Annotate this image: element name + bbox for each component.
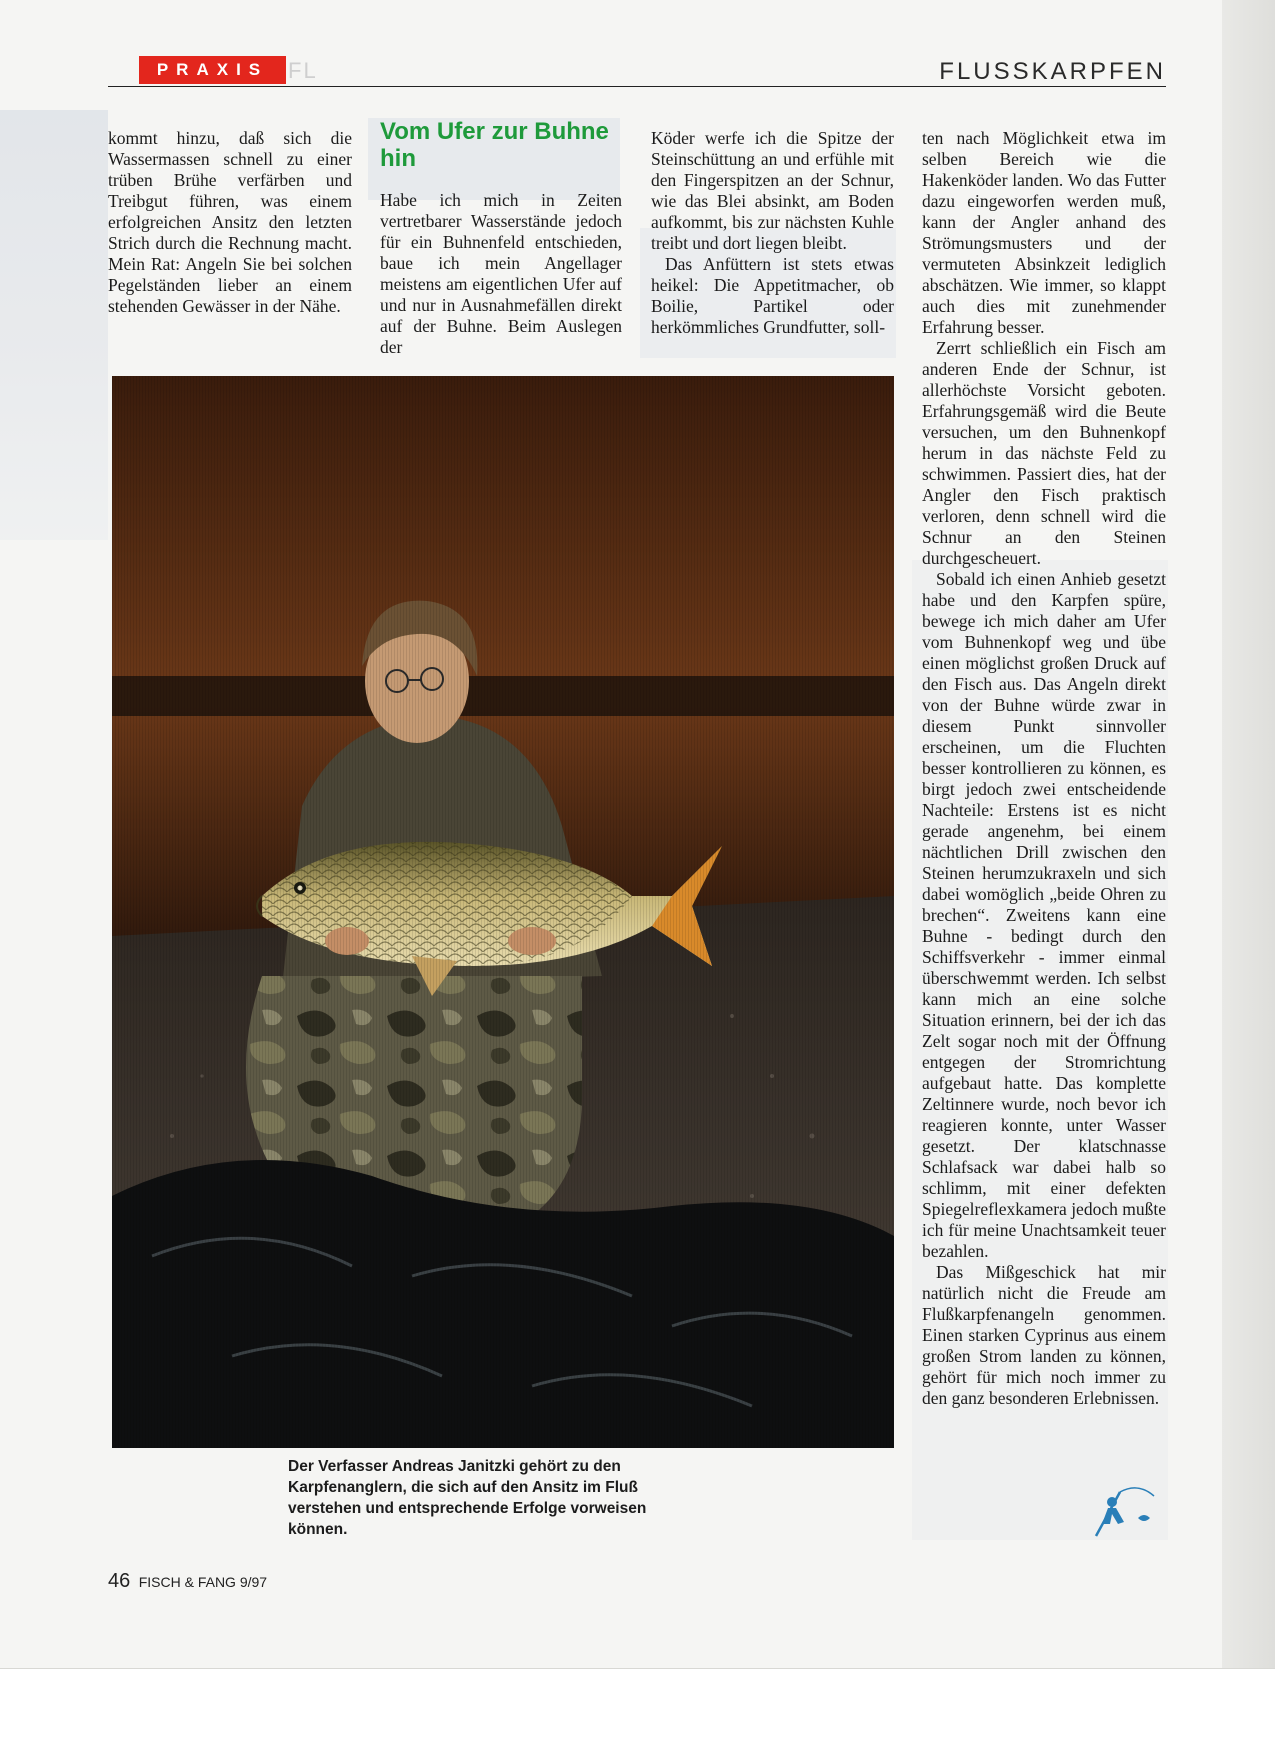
article-column-1 [108,128,352,317]
photo-caption: Der Verfasser Andreas Janitzki gehört zu den Karpfenanglern, die sich auf den Ansitz im Fluß verstehen und entsprechende Erfolge vorweisen können. [288,1458,647,1538]
rubric-ghost-text: FL [288,58,318,83]
article-photo [112,376,894,1448]
paragraph: Köder werfe ich die Spitze der Steinschüttung an und erfühle mit den Fingerspitzen an der Schnur, wie das Blei absinkt, am Boden aufkommt, bis zur nächsten Kuhle treibt und dort liegen bleibt. [651,128,894,253]
paragraph: ten nach Möglichkeit etwa im selben Bereich wie die Hakenköder landen. Wo das Futter dazu eingeworfen werden muß, kann der Angler anhand des Strömungsmusters und der vermuteten Absinkzeit lediglich abschätzen. Wie immer, so klappt auch dies mit zunehmender Erfahrung besser. [922,128,1166,337]
page-bottom-margin [0,1668,1275,1755]
photo-illustration [112,376,894,1448]
article-subhead: Vom Ufer zur Buhne hin [380,118,609,172]
page-footer [108,1570,267,1593]
article-column-4 [922,128,1166,1409]
page-number: 46 [108,1570,131,1592]
paragraph: kommt hinzu, daß sich die Wassermassen schnell zu einer trüben Brühe verfärben und Treibgut führen, was einem erfolgreichen Ansitz den letzten Strich durch die Rechnung macht. Mein Rat: Angeln Sie bei solchen Pegelständen lieber an einem stehenden Gewässer in der Nähe. [108,128,352,316]
angler-icon [1090,1478,1160,1538]
rubric-label: PRAXIS [139,56,286,84]
page-edge-shadow [1222,0,1275,1754]
paragraph: Sobald ich einen Anhieb gesetzt habe und den Karpfen spüre, bewege ich mich daher am Ufer vom Buhnenkopf weg und übe einen möglichst großen Druck auf den Fisch aus. Das Angeln direkt von der Buhne würde zwar in diesem Punkt sinnvoller erscheinen, um die Fluchten besser kontrollieren zu können, es birgt jedoch zwei entscheidende Nachteile: Erstens ist es nicht gerade angenehm, bei einem nächtlichen Drill zwischen den Steinen herumzukraxeln und sich dabei womöglich „beide Ohren zu brechen“. Zweitens kann eine Buhne - bedingt durch den Schiffsverkehr - immer einmal überschwemmt werden. Ich selbst kann mich an eine solche Situation erinnern, bei der ich das Zelt sogar noch mit der Öffnung entgegen der Stromrichtung aufgebaut hatte. Das komplette Zeltinnere wurde, noch bevor ich reagieren konnte, unter Wasser gesetzt. Der klatschnasse Schlafsack war dabei halb so schlimm, mit einer defekten Spiegelreflexkamera jedoch mußte ich für meine Unachtsamkeit teuer bezahlen. [922,569,1166,1261]
left-page-bleed [0,110,108,540]
header-rule [108,86,1166,87]
paragraph: Habe ich mich in Zeiten vertretbarer Wasserstände jedoch für ein Buhnenfeld entschieden, baue ich mein Angellager meistens am eigentlichen Ufer auf und nur in Ausnahmefällen direkt auf der Buhne. Beim Auslegen der [380,190,622,357]
magazine-issue: FISCH & FANG 9/97 [138,1574,268,1590]
article-column-3 [651,128,894,338]
paragraph: Zerrt schließlich ein Fisch am anderen Ende der Schnur, ist allerhöchste Vorsicht geboten. Erfahrungsgemäß wird die Beute versuchen, um den Buhnenkopf herum in das nächste Feld zu schwimmen. Passiert dies, hat der Angler den Fisch praktisch verloren, denn schnell wird die Schnur an den Steinen durchgescheuert. [922,338,1166,568]
paragraph: Das Anfüttern ist stets etwas heikel: Die Appetitmacher, ob Boilie, Partikel oder herkömmliches Grundfutter, soll- [651,254,894,337]
paragraph: Das Mißgeschick hat mir natürlich nicht die Freude am Flußkarpfenangeln genommen. Einen starken Cyprinus aus einem großen Strom landen zu können, gehört für mich noch immer zu den ganz besonderen Erlebnissen. [922,1262,1166,1408]
article-column-2 [380,190,622,358]
section-title: FLUSSKARPFEN [939,58,1166,85]
